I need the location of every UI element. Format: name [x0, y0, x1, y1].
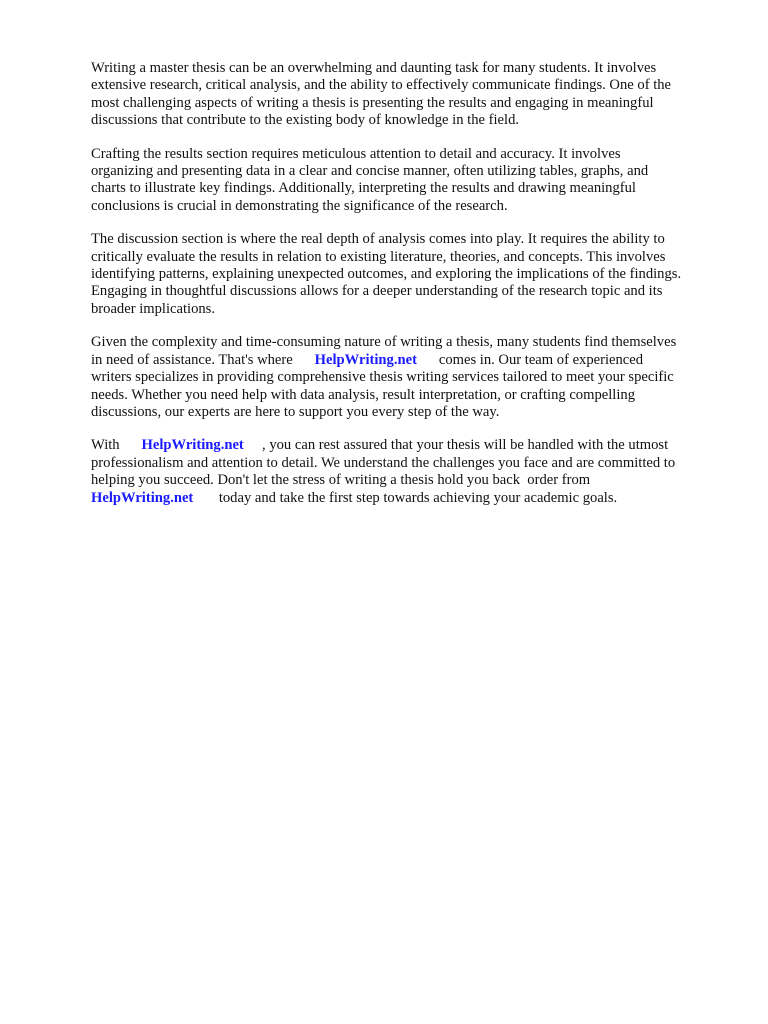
text-line	[91, 437, 731, 454]
text-fragment: With	[91, 437, 124, 454]
text-line: identifying patterns, explaining unexpected outcomes, and exploring the implications of the findings.	[91, 266, 682, 283]
text-line	[91, 490, 731, 507]
text-line: charts to illustrate key findings. Additionally, interpreting the results and drawing meaningful	[91, 180, 636, 197]
text-line: extensive research, critical analysis, and the ability to effectively communicate findings. One of the	[91, 77, 672, 94]
text-fragment: , you can rest assured that your thesis will be handled with the utmost	[258, 437, 669, 454]
paragraph-assistance	[91, 334, 731, 421]
text-line: broader implications.	[91, 300, 216, 317]
text-line: discussions that contribute to the existing body of knowledge in the field.	[91, 112, 520, 129]
helpwriting-link[interactable]: HelpWriting.net	[314, 351, 417, 368]
text-line: organizing and presenting data in a clear and concise manner, often utilizing tables, graphs, and	[91, 163, 649, 180]
text-line: critically evaluate the results in relation to existing literature, theories, and concepts. This involves	[91, 248, 666, 265]
text-line: discussions, our experts are here to support you every step of the way.	[91, 403, 500, 420]
text-line: The discussion section is where the real depth of analysis comes into play. It requires the ability to	[91, 231, 665, 248]
text-line: Writing a master thesis can be an overwhelming and daunting task for many students. It involves	[91, 60, 657, 76]
text-line: Engaging in thoughtful discussions allows for a deeper understanding of the research topic and its	[91, 283, 663, 300]
text-line: writers specializes in providing comprehensive thesis writing services tailored to meet your specific	[91, 369, 674, 386]
text-line: conclusions is crucial in demonstrating the significance of the research.	[91, 197, 508, 214]
document-page	[91, 60, 731, 523]
helpwriting-link[interactable]: HelpWriting.net	[91, 489, 194, 506]
text-line: professionalism and attention to detail. We understand the challenges you face and are committed to	[91, 454, 676, 471]
paragraph-intro	[91, 60, 731, 130]
text-line: most challenging aspects of writing a thesis is presenting the results and engaging in meaningful	[91, 94, 654, 111]
text-line: needs. Whether you need help with data analysis, result interpretation, or crafting compelling	[91, 386, 635, 403]
text-line: helping you succeed. Don't let the stress of writing a thesis hold you back order from	[91, 472, 591, 489]
text-line: Given the complexity and time-consuming nature of writing a thesis, many students find themselves	[91, 334, 677, 351]
paragraph-discussion	[91, 231, 731, 318]
text-line: Crafting the results section requires meticulous attention to detail and accuracy. It involves	[91, 145, 621, 162]
text-fragment: in need of assistance. That's where	[91, 351, 297, 368]
helpwriting-link[interactable]: HelpWriting.net	[141, 437, 244, 454]
text-line	[91, 352, 731, 369]
text-fragment: today and take the first step towards achieving your academic goals.	[215, 489, 618, 506]
paragraph-results	[91, 146, 731, 216]
paragraph-closing	[91, 437, 731, 507]
text-fragment: comes in. Our team of experienced	[435, 351, 644, 368]
